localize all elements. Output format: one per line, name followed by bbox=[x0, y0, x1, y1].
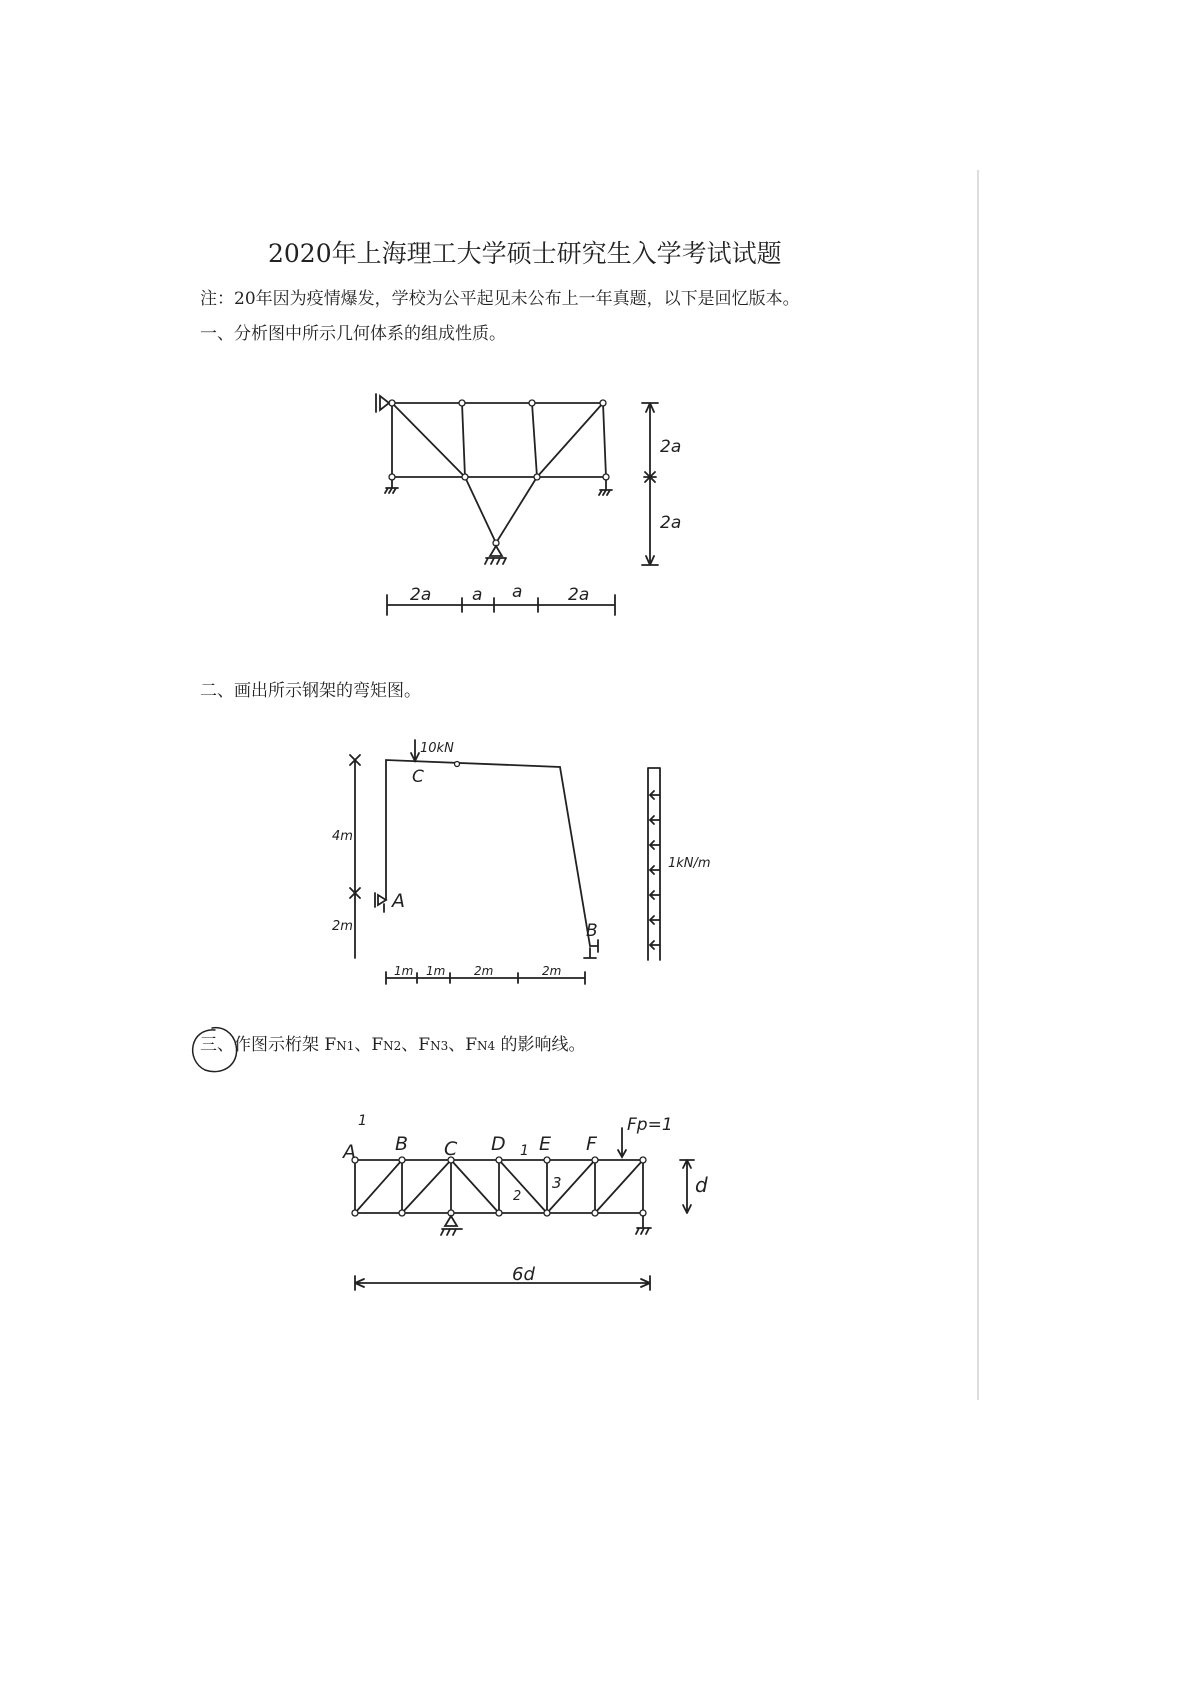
bar-label-2: 2 bbox=[513, 1189, 522, 1204]
node-c: C bbox=[444, 1138, 458, 1160]
load-arrow-icon bbox=[411, 740, 419, 761]
dim-label: 2a bbox=[660, 437, 682, 457]
sep: 、 bbox=[401, 1035, 419, 1055]
bar-label-1: 1 bbox=[520, 1143, 529, 1159]
node-d: D bbox=[491, 1133, 506, 1155]
question-1: 一、分析图中所示几何体系的组成性质。 bbox=[200, 324, 506, 344]
figure-3-truss bbox=[341, 1113, 708, 1290]
dimension-right bbox=[642, 403, 658, 565]
dim-label: 2a bbox=[568, 585, 590, 605]
q3-prefix: 三、作图示桁架 bbox=[200, 1035, 325, 1055]
dim-label: 1m bbox=[394, 964, 414, 978]
sep: 、 bbox=[448, 1035, 466, 1055]
node-e: E bbox=[539, 1133, 552, 1155]
support-b-icon bbox=[584, 940, 598, 958]
bar-label: 1 bbox=[358, 1113, 367, 1129]
dim-label: 2a bbox=[410, 585, 432, 605]
figure-1-truss bbox=[376, 394, 681, 615]
f: F bbox=[324, 1035, 337, 1055]
sep: 、 bbox=[354, 1035, 372, 1055]
label-c: C bbox=[412, 767, 424, 787]
dim-label: 4m bbox=[332, 829, 353, 844]
figure-2-frame bbox=[332, 740, 711, 984]
load-label: Fp=1 bbox=[627, 1115, 673, 1135]
sub: N1 bbox=[336, 1039, 355, 1053]
bar-label-3: 3 bbox=[552, 1174, 562, 1192]
page-title: 2020年上海理工大学硕士研究生入学考试试题 bbox=[268, 239, 782, 268]
hand-circle bbox=[193, 1028, 237, 1072]
label-a: A bbox=[392, 890, 405, 912]
load-label: 1kN/m bbox=[668, 856, 711, 871]
load-label: 10kN bbox=[420, 741, 454, 756]
f: F bbox=[465, 1035, 478, 1055]
sub: N4 bbox=[477, 1039, 496, 1053]
dim-label: a bbox=[512, 582, 523, 602]
support-icon bbox=[441, 1216, 651, 1235]
load-arrow-icon bbox=[618, 1128, 626, 1157]
dim-label: 2m bbox=[542, 964, 562, 978]
node-b: B bbox=[395, 1133, 409, 1155]
hinge bbox=[455, 762, 460, 767]
note: 注：20年因为疫情爆发，学校为公平起见未公布上一年真题，以下是回忆版本。 bbox=[200, 289, 800, 309]
node-a: A bbox=[343, 1141, 356, 1163]
dim-label: a bbox=[472, 585, 483, 605]
dim-label: 2m bbox=[474, 964, 494, 978]
span-label: 6d bbox=[512, 1264, 535, 1285]
dimension-span bbox=[355, 1276, 650, 1290]
support-a-icon bbox=[375, 893, 386, 912]
sub: N3 bbox=[430, 1039, 449, 1053]
question-2: 二、画出所示钢架的弯矩图。 bbox=[200, 681, 421, 701]
dimension-height bbox=[680, 1160, 694, 1213]
q3-suffix: 的影响线。 bbox=[495, 1035, 586, 1055]
label-b: B bbox=[586, 921, 598, 941]
sub: N2 bbox=[383, 1039, 402, 1053]
distributed-load-icon bbox=[648, 768, 660, 960]
dim-label: 1m bbox=[426, 964, 446, 978]
dim-label: 2a bbox=[660, 513, 682, 533]
height-label: d bbox=[695, 1173, 708, 1197]
dim-label: 2m bbox=[332, 919, 353, 934]
f: F bbox=[371, 1035, 384, 1055]
node-f: F bbox=[586, 1133, 597, 1155]
f: F bbox=[418, 1035, 431, 1055]
